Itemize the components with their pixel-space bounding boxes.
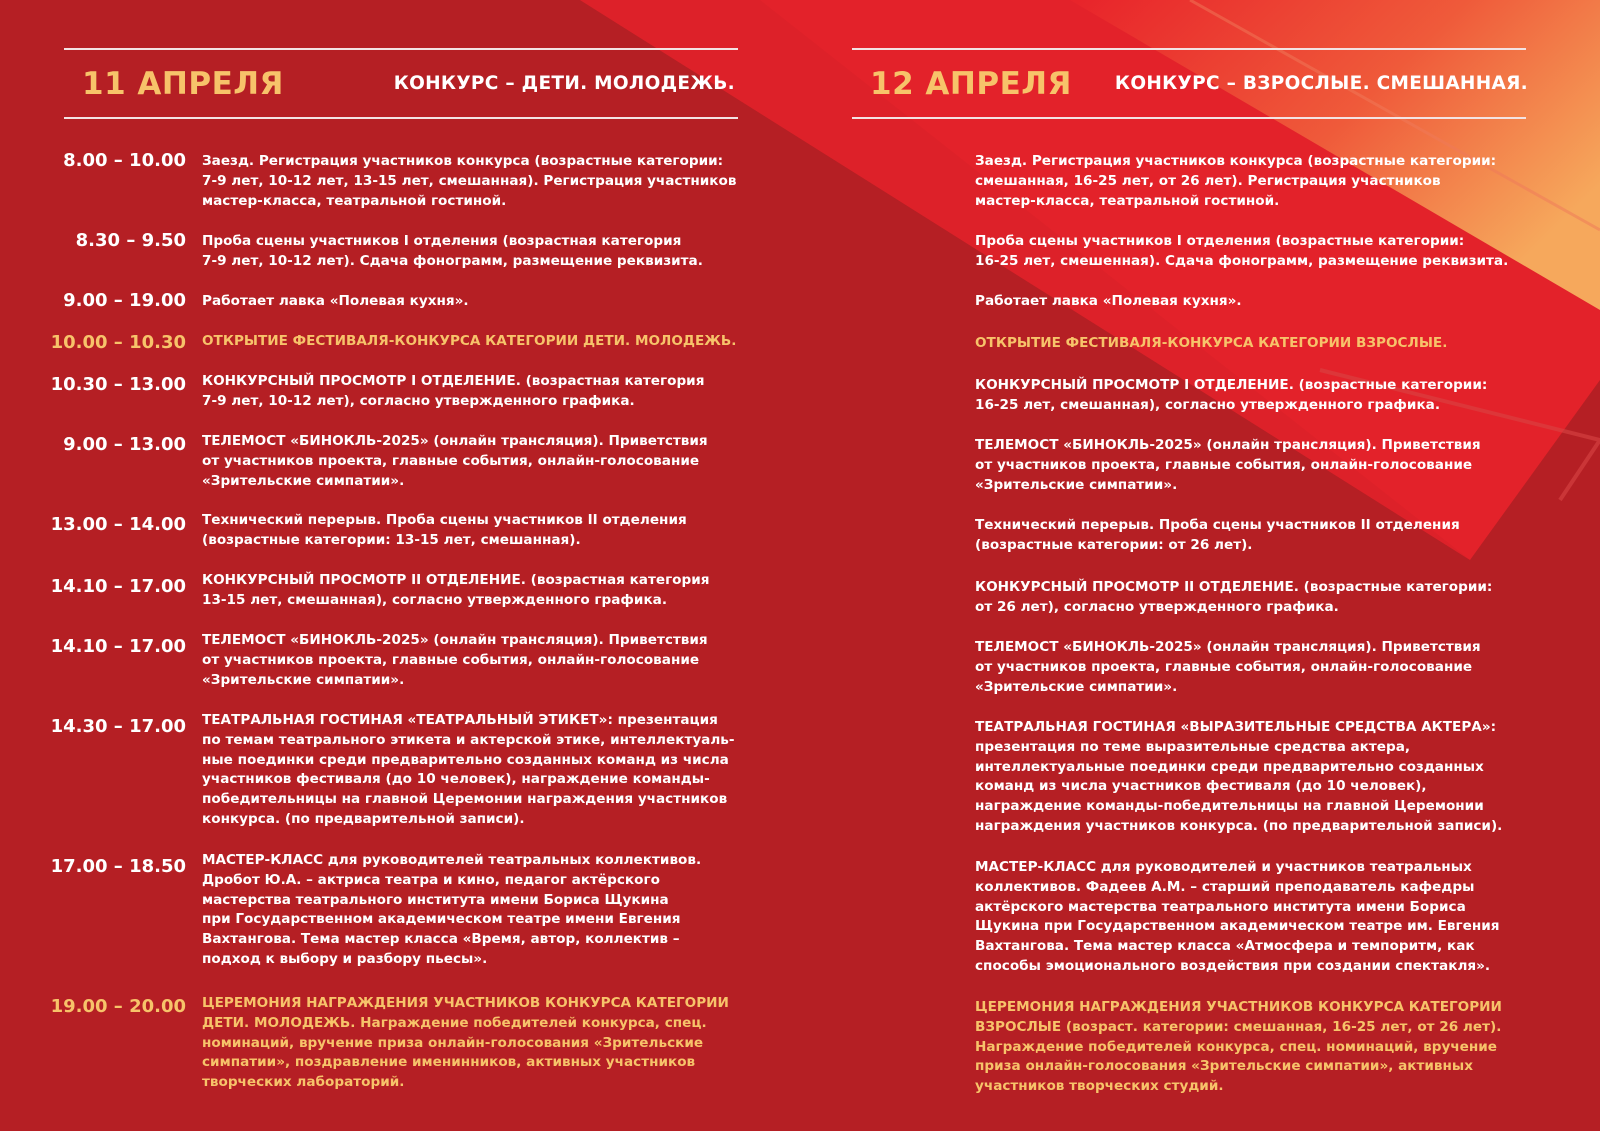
description-line: МАСТЕР-КЛАСС для руководителей и участников театральных	[975, 859, 1472, 875]
description-line: награждения участников конкурса. (по предварительной записи).	[975, 817, 1503, 834]
top-rule	[64, 48, 738, 50]
schedule-time: 17.00 – 18.50	[50, 856, 186, 877]
description-line: (возрастные категории: от 26 лет).	[975, 536, 1253, 553]
description-line: Дробот Ю.А. – актриса театра и кино, педагог актёрского	[202, 871, 660, 888]
schedule-time: 19.00 – 20.00	[50, 996, 186, 1017]
schedule-description	[975, 152, 1496, 211]
description-line: 7-9 лет, 10-12 лет). Сдача фонограмм, размещение реквизита.	[202, 252, 703, 269]
description-line: ЦЕРЕМОНИЯ НАГРАЖДЕНИЯ УЧАСТНИКОВ КОНКУРСА КАТЕГОРИИ	[975, 999, 1502, 1015]
schedule-description	[975, 376, 1487, 416]
schedule-time: 10.00 – 10.30	[50, 332, 186, 353]
top-rule	[852, 48, 1526, 50]
description-line: мастерства театрального института имени Бориса Щукина	[202, 891, 669, 908]
schedule-description	[202, 232, 703, 272]
description-line: «Зрительские симпатии».	[202, 671, 405, 688]
schedule-description	[202, 511, 687, 551]
description-line: ОТКРЫТИЕ ФЕСТИВАЛЯ-КОНКУРСА КАТЕГОРИИ ВЗРОСЛЫЕ.	[975, 335, 1448, 351]
description-line: способы эмоционального воздействия при создании спектакля».	[975, 957, 1491, 974]
description-line: 16-25 лет, смешанная), согласно утвержденного графика.	[975, 396, 1441, 413]
description-line: ОТКРЫТИЕ ФЕСТИВАЛЯ-КОНКУРСА КАТЕГОРИИ ДЕТИ. МОЛОДЕЖЬ.	[202, 333, 737, 349]
description-line: коллективов. Фадеев А.М. – старший преподаватель кафедры	[975, 878, 1475, 895]
description-line: ТЕЛЕМОСТ «БИНОКЛЬ-2025» (онлайн трансляция). Приветствия	[202, 632, 708, 648]
schedule-description	[975, 998, 1502, 1097]
description-line: Проба сцены участников I отделения (возрастная категория	[202, 233, 682, 249]
description-line: Технический перерыв. Проба сцены участников II отделения	[202, 512, 687, 528]
schedule-time: 14.30 – 17.00	[50, 716, 186, 737]
description-line: от участников проекта, главные события, онлайн-голосование	[202, 452, 700, 469]
description-line: Технический перерыв. Проба сцены участников II отделения	[975, 517, 1460, 533]
description-line: Награждение победителей конкурса, спец. номинаций, вручение	[975, 1038, 1498, 1055]
description-line: мастер-класса, театральной гостиной.	[975, 192, 1280, 209]
description-line: (возрастные категории: 13-15 лет, смешанная).	[202, 531, 581, 548]
description-line: по темам театрального этикета и актерской этике, интеллектуаль-	[202, 731, 735, 748]
schedule-time: 10.30 – 13.00	[50, 374, 186, 395]
schedule-time: 9.00 – 13.00	[63, 434, 186, 455]
description-line: смешанная, 16-25 лет, от 26 лет). Регистрация участников	[975, 172, 1441, 189]
schedule-description	[202, 851, 701, 970]
description-line: ТЕАТРАЛЬНАЯ ГОСТИНАЯ «ТЕАТРАЛЬНЫЙ ЭТИКЕТ»: презентация	[202, 712, 718, 728]
description-line: 13-15 лет, смешанная), согласно утвержденного графика.	[202, 591, 668, 608]
description-line: подход к выбору и разбору пьесы».	[202, 950, 488, 967]
description-line: ТЕЛЕМОСТ «БИНОКЛЬ-2025» (онлайн трансляция). Приветствия	[975, 437, 1481, 453]
description-line: ДЕТИ. МОЛОДЕЖЬ. Награждение победителей конкурса, спец.	[202, 1014, 707, 1031]
schedule-description	[975, 436, 1481, 495]
schedule-time: 8.00 – 10.00	[63, 150, 186, 171]
description-line: номинаций, вручение приза онлайн-голосования «Зрительские	[202, 1034, 704, 1051]
description-line: при Государственном академическом театре имени Евгения	[202, 911, 681, 928]
schedule-description	[975, 334, 1447, 354]
schedule-description	[202, 152, 736, 211]
description-line: конкурса. (по предварительной записи).	[202, 810, 525, 827]
description-line: Вахтангова. Тема мастер класса «Атмосфера и темпоритм, как	[975, 938, 1475, 955]
description-line: 7-9 лет, 10-12 лет), согласно утвержденного графика.	[202, 392, 635, 409]
schedule-description	[975, 516, 1460, 556]
schedule-description	[202, 571, 710, 611]
description-line: Работает лавка «Полевая кухня».	[202, 293, 469, 309]
description-line: ЦЕРЕМОНИЯ НАГРАЖДЕНИЯ УЧАСТНИКОВ КОНКУРСА КАТЕГОРИИ	[202, 995, 729, 1011]
schedule-description	[202, 994, 729, 1093]
description-line: актёрского мастерства театрального института имени Бориса	[975, 898, 1466, 915]
description-line: МАСТЕР-КЛАСС для руководителей театральных коллективов.	[202, 852, 702, 868]
description-line: КОНКУРСНЫЙ ПРОСМОТР II ОТДЕЛЕНИЕ. (возрастная категория	[202, 572, 710, 588]
description-line: от 26 лет), согласно утвержденного графика.	[975, 598, 1339, 615]
schedule-time: 9.00 – 19.00	[63, 290, 186, 311]
description-line: участников фестиваля (до 10 человек), награждение команды-	[202, 771, 710, 788]
description-line: Щукина при Государственном академическом театре им. Евгения	[975, 918, 1500, 935]
description-line: Вахтангова. Тема мастер класса «Время, автор, коллектив –	[202, 931, 680, 948]
description-line: победительницы на главной Церемонии награждения участников	[202, 791, 728, 808]
description-line: ВЗРОСЛЫЕ (возраст. категории: смешанная, 16-25 лет, от 26 лет).	[975, 1018, 1502, 1035]
schedule-time: 8.30 – 9.50	[75, 230, 186, 251]
schedule-description	[975, 578, 1492, 618]
description-line: 16-25 лет, смешенная). Сдача фонограмм, размещение реквизита.	[975, 252, 1509, 269]
description-line: от участников проекта, главные события, онлайн-голосование	[975, 658, 1473, 675]
day-date: 12 АПРЕЛЯ	[870, 66, 1072, 102]
description-line: презентация по теме выразительные средства актера,	[975, 738, 1411, 755]
description-line: «Зрительские симпатии».	[975, 678, 1178, 695]
description-line: ные поединки среди предварительно созданных команд из числа	[202, 751, 729, 768]
description-line: ТЕЛЕМОСТ «БИНОКЛЬ-2025» (онлайн трансляция). Приветствия	[202, 433, 708, 449]
schedule-time: 13.00 – 14.00	[50, 514, 186, 535]
description-line: интеллектуальные поединки среди предварительно созданных	[975, 758, 1484, 775]
description-line: КОНКУРСНЫЙ ПРОСМОТР II ОТДЕЛЕНИЕ. (возрастные категории:	[975, 579, 1493, 595]
description-line: Заезд. Регистрация участников конкурса (возрастные категории:	[975, 153, 1497, 169]
bottom-rule	[852, 117, 1526, 119]
description-line: награждение команды-победительницы на главной Церемонии	[975, 798, 1484, 815]
schedule-description	[202, 631, 708, 690]
description-line: команд из числа участников фестиваля (до 10 человек),	[975, 778, 1427, 795]
description-line: симпатии», поздравление именинников, активных участников	[202, 1054, 696, 1071]
schedule-description	[975, 232, 1508, 272]
description-line: от участников проекта, главные события, онлайн-голосование	[975, 456, 1473, 473]
description-line: ТЕАТРАЛЬНАЯ ГОСТИНАЯ «ВЫРАЗИТЕЛЬНЫЕ СРЕДСТВА АКТЕРА»:	[975, 719, 1497, 735]
bottom-rule	[64, 117, 738, 119]
description-line: КОНКУРСНЫЙ ПРОСМОТР I ОТДЕЛЕНИЕ. (возрастная категория	[202, 373, 705, 389]
description-line: КОНКУРСНЫЙ ПРОСМОТР I ОТДЕЛЕНИЕ. (возрастные категории:	[975, 377, 1488, 393]
day-date: 11 АПРЕЛЯ	[82, 66, 284, 102]
description-line: 7-9 лет, 10-12 лет, 13-15 лет, смешанная). Регистрация участников	[202, 172, 737, 189]
schedule-description	[202, 711, 735, 830]
schedule-time: 14.10 – 17.00	[50, 576, 186, 597]
day-heading: КОНКУРС – ДЕТИ. МОЛОДЕЖЬ.	[393, 73, 735, 94]
description-line: от участников проекта, главные события, онлайн-голосование	[202, 651, 700, 668]
description-line: Заезд. Регистрация участников конкурса (возрастные категории:	[202, 153, 724, 169]
schedule-time: 14.10 – 17.00	[50, 636, 186, 657]
schedule-description	[975, 718, 1502, 837]
description-line: мастер-класса, театральной гостиной.	[202, 192, 507, 209]
description-line: творческих лабораторий.	[202, 1074, 405, 1091]
day-heading: КОНКУРС – ВЗРОСЛЫЕ. СМЕШАННАЯ.	[1114, 73, 1528, 94]
schedule-description	[202, 372, 704, 412]
schedule-description	[202, 432, 708, 491]
description-line: приза онлайн-голосования «Зрительские симпатии», активных	[975, 1058, 1473, 1075]
description-line: ТЕЛЕМОСТ «БИНОКЛЬ-2025» (онлайн трансляция). Приветствия	[975, 639, 1481, 655]
description-line: «Зрительские симпатии».	[975, 476, 1178, 493]
schedule-description	[202, 292, 469, 312]
description-line: «Зрительские симпатии».	[202, 472, 405, 489]
description-line: Работает лавка «Полевая кухня».	[975, 293, 1242, 309]
schedule-description	[975, 292, 1242, 312]
schedule-description	[202, 332, 736, 352]
schedule-description	[975, 638, 1481, 697]
description-line: Проба сцены участников I отделения (возрастные категории:	[975, 233, 1465, 249]
schedule-description	[975, 858, 1500, 977]
description-line: участников творческих студий.	[975, 1078, 1224, 1095]
